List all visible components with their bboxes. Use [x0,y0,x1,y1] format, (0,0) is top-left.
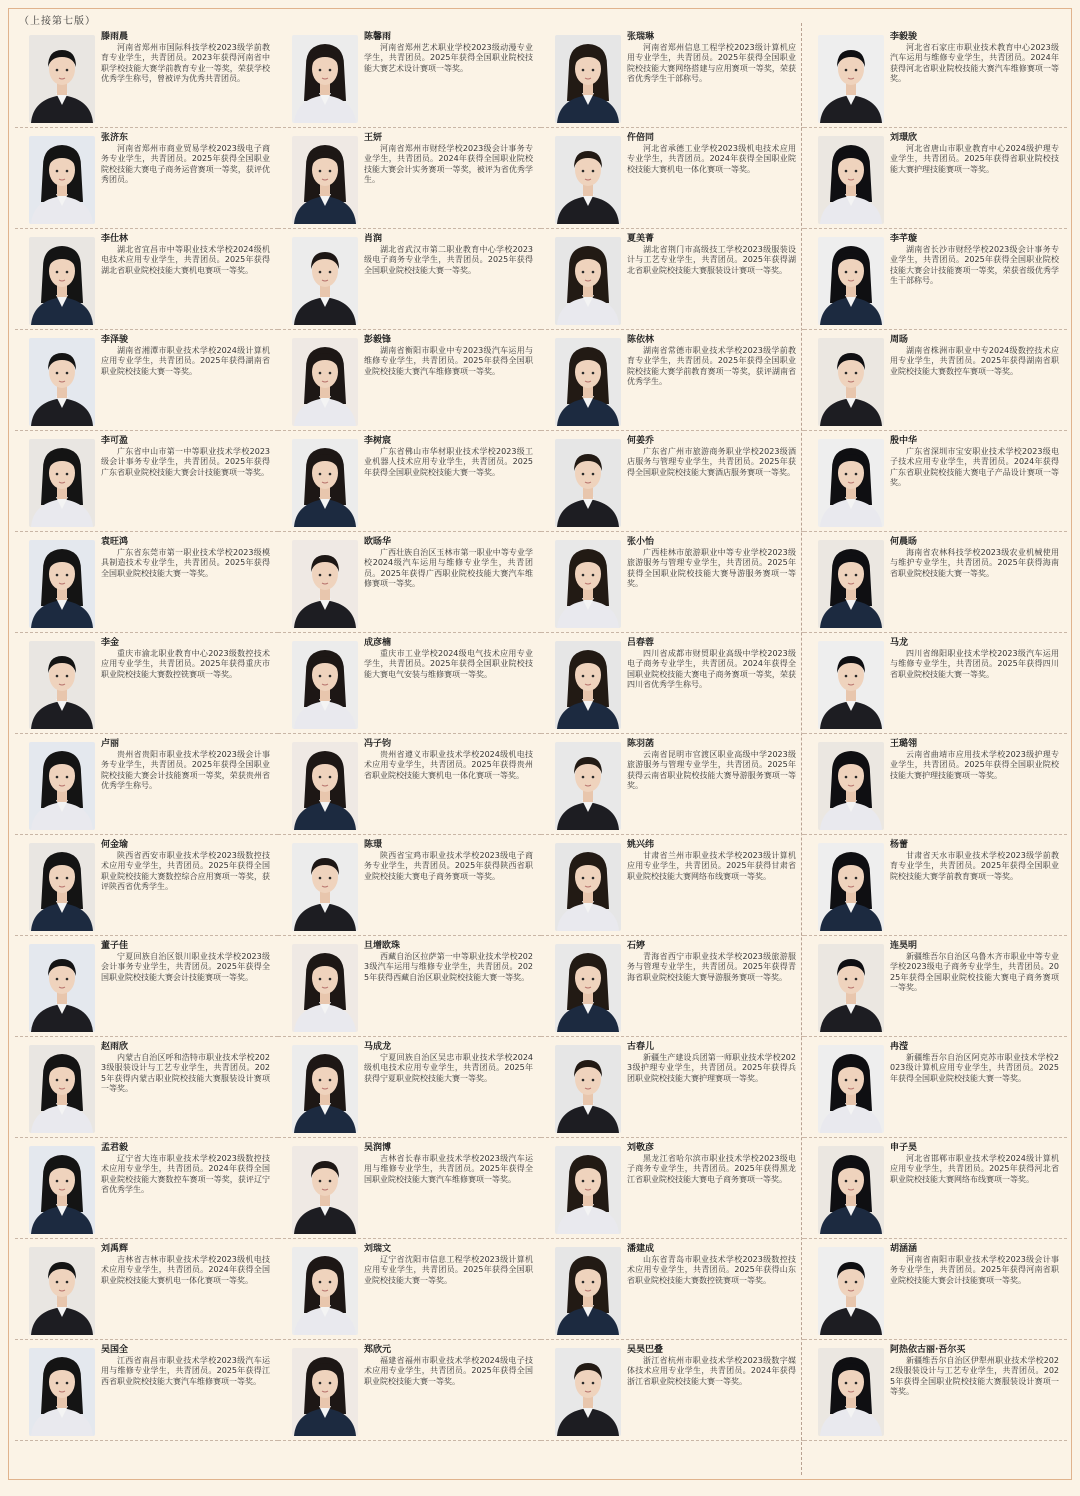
student-name: 吕春蓉 [627,638,655,648]
student-bio: 贵州省遵义市职业技术学校2024级机电技术应用专业学生，共青团员。2025年获得贵州省职业院校技能大赛机电一体化赛项一等奖。 [364,750,533,780]
student-photo [292,338,358,426]
student-photo [292,843,358,931]
student-photo [818,136,884,224]
student-name: 刘禹辉 [101,1244,129,1254]
student-bio: 河南省郑州市国际科技学校2023级学前教育专业学生，共青团员。2023年获得河南省中职学校技能大赛学前教育专业一等奖，荣获学校优秀学生称号，曾被评为优秀共青团员。 [101,43,270,84]
student-name: 何姜乔 [627,436,655,446]
student-entry [278,330,541,431]
student-photo [292,439,358,527]
student-entry [541,229,804,330]
student-bio: 吉林省吉林市职业技术学校2023级机电技术应用专业学生，共青团员。2024年获得全国职业院校技能大赛机电一体化赛项一等奖。 [101,1255,270,1285]
student-photo [29,439,95,527]
student-photo [555,843,621,931]
student-photo [292,1247,358,1335]
student-bio: 湖南省常德市职业技术学校2023级学前教育专业学生，共青团员。2025年获得全国职业院校技能大赛学前教育赛项一等奖，获评湖南省优秀学生。 [627,346,796,387]
student-bio: 新疆维吾尔自治区伊犁州职业技术学校2022级服装设计与工艺专业学生，共青团员。2025年获得全国职业院校技能大赛服装设计赛项一等奖。 [890,1356,1059,1397]
student-photo [555,1247,621,1335]
student-photo [29,1348,95,1436]
student-photo [818,439,884,527]
student-name: 吴昊巴叠 [627,1345,664,1355]
student-name: 张济东 [101,133,129,143]
student-bio: 河北省唐山市职业教育中心2024级护理专业学生，共青团员。2025年获得省职业院校技能大赛护理技能赛项一等奖。 [890,144,1059,174]
student-photo [555,35,621,123]
student-bio: 广东省中山市第一中等职业技术学校2023级会计事务专业学生，共青团员。2025年获得广东省职业院校技能大赛会计技能赛项一等奖。 [101,447,270,477]
student-bio: 新疆维吾尔自治区阿克苏市职业技术学校2023级计算机应用专业学生，共青团员。2025年获得全国职业院校技能大赛一等奖。 [890,1053,1059,1083]
student-entry [15,330,278,431]
student-photo [292,1045,358,1133]
student-entry [278,532,541,633]
student-photo [555,540,621,628]
student-bio: 湖南省衡阳市职业中专2023级汽车运用与维修专业学生，共青团员。2025年获得全国职业院校技能大赛汽车维修赛项一等奖。 [364,346,533,376]
student-bio: 云南省曲靖市应用技术学校2023级护理专业学生，共青团员。2025年获得全国职业院校技能大赛护理技能赛项一等奖。 [890,750,1059,780]
student-entry [804,128,1067,229]
student-entry [541,633,804,734]
student-photo [818,1146,884,1234]
student-name: 肖润 [364,234,383,244]
student-photo [29,843,95,931]
student-bio: 广东省深圳市宝安职业技术学校2023级电子技术应用专业学生，共青团员。2024年获得广东省职业院校技能大赛电子产品设计赛项一等奖。 [890,447,1059,488]
student-photo [818,237,884,325]
student-photo [818,35,884,123]
student-name: 郑欣元 [364,1345,392,1355]
student-photo [555,1146,621,1234]
student-photo [29,540,95,628]
student-photo [292,1146,358,1234]
student-entry [15,532,278,633]
continued-from-label: （上接第七版） [19,16,96,27]
student-name: 古春儿 [627,1042,655,1052]
student-name: 王璐翎 [890,739,918,749]
student-name: 旦增欧珠 [364,941,401,951]
student-photo [29,237,95,325]
student-name: 何晨旸 [890,537,918,547]
student-photo [555,1348,621,1436]
student-entry [15,936,278,1037]
student-entry [804,1037,1067,1138]
student-bio: 西藏自治区拉萨第一中等职业技术学校2023级汽车运用与维修专业学生，共青团员。2025年获得西藏自治区职业院校技能大赛一等奖。 [364,952,533,982]
student-bio: 青海省西宁市职业技术学校2023级旅游服务与管理专业学生，共青团员。2025年获得青海省职业院校技能大赛导游服务赛项一等奖。 [627,952,796,982]
student-name: 姚兴纬 [627,840,655,850]
student-entry [804,229,1067,330]
newspaper-page [8,8,1072,1480]
student-bio: 湖北省荆门市高级技工学校2023级服装设计与工艺专业学生，共青团员。2025年获得湖北省职业院校技能大赛服装设计赛项一等奖。 [627,245,796,275]
student-name: 刘瑞文 [364,1244,392,1254]
student-bio: 河南省郑州市财经学校2023级会计事务专业学生，共青团员。2024年获得全国职业院校技能大赛会计实务赛项一等奖，被评为省优秀学生。 [364,144,533,185]
student-photo [818,540,884,628]
student-photo [292,136,358,224]
student-entry [15,633,278,734]
student-entry [804,633,1067,734]
student-photo [29,1146,95,1234]
student-entry [804,936,1067,1037]
student-name: 刘璟欣 [890,133,918,143]
student-entry [541,532,804,633]
student-name: 李芊璇 [890,234,918,244]
student-entry [278,1239,541,1340]
student-bio: 湖南省湘潭市职业技术学校2024级计算机应用专业学生，共青团员。2025年获得湖南省职业院校技能大赛一等奖。 [101,346,270,376]
student-photo [555,237,621,325]
student-bio: 湖南省长沙市财经学校2023级会计事务专业学生，共青团员。2025年获得全国职业院校技能大赛会计技能赛项一等奖，荣获省级优秀学生干部称号。 [890,245,1059,286]
student-entry [804,835,1067,936]
student-photo [29,338,95,426]
student-name: 仵倍同 [627,133,655,143]
student-bio: 新疆维吾尔自治区乌鲁木齐市职业中等专业学校2023级电子商务专业学生，共青团员。2025年获得全国职业院校技能大赛电子商务赛项一等奖。 [890,952,1059,993]
student-entry [15,835,278,936]
student-entry [804,532,1067,633]
student-bio: 海南省农林科技学校2023级农业机械使用与维护专业学生，共青团员。2025年获得海南省职业院校技能大赛一等奖。 [890,548,1059,578]
student-name: 申子昊 [890,1143,918,1153]
student-photo [555,1045,621,1133]
student-photo [818,338,884,426]
student-bio: 贵州省贵阳市职业技术学校2023级会计事务专业学生，共青团员。2025年获得全国职业院校技能大赛会计技能赛项一等奖，荣获贵州省优秀学生称号。 [101,750,270,791]
student-bio: 广东省广州市旅游商务职业学校2023级酒店服务与管理专业学生，共青团员。2025年获得全国职业院校技能大赛酒店服务赛项一等奖。 [627,447,796,477]
student-entry [541,330,804,431]
student-entry [15,27,278,128]
student-entry [15,1138,278,1239]
student-name: 孟君毅 [101,1143,129,1153]
student-entry [804,1340,1067,1441]
student-name: 石婷 [627,941,646,951]
student-name: 刘敬彦 [627,1143,655,1153]
student-entry [15,734,278,835]
student-bio: 河北省承德工业学校2023级机电技术应用专业学生，共青团员。2024年获得全国职业院校技能大赛机电一体化赛项一等奖。 [627,144,796,174]
student-entry [278,128,541,229]
student-bio: 广东省东莞市第一职业技术学校2023级模具制造技术专业学生，共青团员。2025年获得全国职业院校技能大赛一等奖。 [101,548,270,578]
student-bio: 广西桂林市旅游职业中等专业学校2023级旅游服务与管理专业学生，共青团员。2025年获得全国职业院校技能大赛导游服务赛项一等奖。 [627,548,796,589]
student-photo [292,1348,358,1436]
student-photo [818,641,884,729]
student-bio: 四川省成都市财贸职业高级中学校2023级电子商务专业学生，共青团员。2024年获得全国职业院校技能大赛电子商务赛项一等奖，荣获四川省优秀学生称号。 [627,649,796,690]
student-photo [292,742,358,830]
student-photo [292,944,358,1032]
student-name: 胡涵涵 [890,1244,918,1254]
student-bio: 湖南省株洲市职业中专2024级数控技术应用专业学生，共青团员。2025年获得湖南省职业院校技能大赛数控车赛项一等奖。 [890,346,1059,376]
student-bio: 河南省郑州信息工程学校2023级计算机应用专业学生，共青团员。2025年获得全国职业院校技能大赛网络搭建与应用赛项一等奖，荣获省优秀学生干部称号。 [627,43,796,84]
student-name: 张小怡 [627,537,655,547]
student-name: 彭毅锋 [364,335,392,345]
student-name: 潘建成 [627,1244,655,1254]
student-entry [278,633,541,734]
student-entry [541,431,804,532]
student-name: 李仕林 [101,234,129,244]
student-bio: 广东省佛山市华材职业技术学校2023级工业机器人技术应用专业学生，共青团员。2025年获得全国职业院校技能大赛一等奖。 [364,447,533,477]
student-name: 张瑞琳 [627,32,655,42]
student-photo [818,944,884,1032]
student-bio: 内蒙古自治区呼和浩特市职业技术学校2023级服装设计与工艺专业学生，共青团员。2025年获得内蒙古职业院校技能大赛服装设计赛项一等奖。 [101,1053,270,1094]
student-photo [818,1045,884,1133]
student-photo [818,1247,884,1335]
student-bio: 山东省青岛市职业技术学校2023级数控技术应用专业学生，共青团员。2025年获得山东省职业院校技能大赛数控铣赛项一等奖。 [627,1255,796,1285]
student-entry [541,1340,804,1441]
student-name: 李金 [101,638,120,648]
student-entry [278,229,541,330]
student-name: 陈羽菡 [627,739,655,749]
student-name: 吴国全 [101,1345,129,1355]
student-entry [278,835,541,936]
student-entry [278,1138,541,1239]
student-photo [555,944,621,1032]
student-entry [804,27,1067,128]
student-bio: 广西壮族自治区玉林市第一职业中等专业学校2024级汽车运用与维修专业学生，共青团员。2025年获得广西职业院校技能大赛汽车维修赛项一等奖。 [364,548,533,589]
student-bio: 浙江省杭州市职业技术学校2023级数字媒体技术应用专业学生，共青团员。2024年获得浙江省职业院校技能大赛一等奖。 [627,1356,796,1386]
student-entry [15,128,278,229]
student-bio: 四川省绵阳职业技术学校2023级汽车运用与维修专业学生，共青团员。2025年获得四川省职业院校技能大赛一等奖。 [890,649,1059,679]
student-bio: 湖北省宜昌市中等职业技术学校2024级机电技术应用专业学生，共青团员。2025年获得湖北省职业院校技能大赛机电赛项一等奖。 [101,245,270,275]
student-entry [541,936,804,1037]
student-entry [278,936,541,1037]
student-name: 李树宸 [364,436,392,446]
student-bio: 辽宁省大连市职业技术学校2023级数控技术应用专业学生，共青团员。2024年获得全国职业院校技能大赛数控车赛项一等奖，获评辽宁省优秀学生。 [101,1154,270,1195]
student-bio: 甘肃省兰州市职业技术学校2023级计算机应用专业学生，共青团员。2025年获得甘肃省职业院校技能大赛网络布线赛项一等奖。 [627,851,796,881]
student-photo [292,641,358,729]
student-bio: 河南省郑州艺术职业学校2023级动漫专业学生，共青团员。2025年获得全国职业院校技能大赛艺术设计赛项一等奖。 [364,43,533,73]
student-photo [818,742,884,830]
student-name: 冉滢 [890,1042,909,1052]
student-entry [278,431,541,532]
student-name: 袁旺鸿 [101,537,129,547]
student-photo [29,35,95,123]
student-bio: 云南省昆明市官渡区职业高级中学2023级旅游服务与管理专业学生，共青团员。2025年获得云南省职业院校技能大赛导游服务赛项一等奖。 [627,750,796,791]
student-name: 陈璟 [364,840,383,850]
student-entry [278,1037,541,1138]
student-name: 欧旸华 [364,537,392,547]
student-entry [541,734,804,835]
student-name: 李毅骏 [890,32,918,42]
student-entry [278,734,541,835]
student-entry [15,229,278,330]
student-entry [541,27,804,128]
student-entry [804,431,1067,532]
student-name: 马龙 [890,638,909,648]
student-photo [818,843,884,931]
student-entry [541,1138,804,1239]
student-photo [555,742,621,830]
student-photo [818,1348,884,1436]
student-bio: 陕西省西安市职业技术学校2023级数控技术应用专业学生，共青团员。2025年获得全国职业院校技能大赛数控综合应用赛项一等奖，获评陕西省优秀学生。 [101,851,270,892]
student-entry [804,1239,1067,1340]
student-name: 殷中华 [890,436,918,446]
student-photo [555,641,621,729]
student-bio: 重庆市工业学校2024级电气技术应用专业学生，共青团员。2025年获得全国职业院校技能大赛电气安装与维修赛项一等奖。 [364,649,533,679]
student-entry [804,1138,1067,1239]
student-name: 李可盈 [101,436,129,446]
student-entry [15,1340,278,1441]
student-photo [555,338,621,426]
student-name: 连昊明 [890,941,918,951]
student-entry [541,1239,804,1340]
student-entry [541,835,804,936]
student-entry [15,431,278,532]
student-photo [555,136,621,224]
student-name: 陈依林 [627,335,655,345]
student-name: 周旸 [890,335,909,345]
student-bio: 重庆市渝北职业教育中心2023级数控技术应用专业学生，共青团员。2025年获得重庆市职业院校技能大赛数控铣赛项一等奖。 [101,649,270,679]
student-bio: 新疆生产建设兵团第一师职业技术学校2023级护理专业学生，共青团员。2025年获得兵团职业院校技能大赛护理赛项一等奖。 [627,1053,796,1083]
student-bio: 吉林省长春市职业技术学校2023级汽车运用与维修专业学生，共青团员。2025年获得全国职业院校技能大赛汽车维修赛项一等奖。 [364,1154,533,1184]
student-photo [29,742,95,830]
student-name: 滕雨晨 [101,32,129,42]
student-photo [292,237,358,325]
student-name: 马成龙 [364,1042,392,1052]
student-photo [29,136,95,224]
student-entry [541,128,804,229]
student-bio: 辽宁省沈阳市信息工程学校2023级计算机应用专业学生，共青团员。2025年获得全国职业院校技能大赛一等奖。 [364,1255,533,1285]
student-bio: 黑龙江省哈尔滨市职业技术学校2023级电子商务专业学生，共青团员。2025年获得黑龙江省职业院校技能大赛电子商务赛项一等奖。 [627,1154,796,1184]
student-bio: 宁夏回族自治区银川职业技术学校2023级会计事务专业学生，共青团员。2025年获得全国职业院校技能大赛会计技能赛项一等奖。 [101,952,270,982]
student-entry [15,1239,278,1340]
student-bio: 宁夏回族自治区吴忠市职业技术学校2024级机电技术应用专业学生，共青团员。2025年获得宁夏职业院校技能大赛一等奖。 [364,1053,533,1083]
student-bio: 河南省郑州市商业贸易学校2023级电子商务专业学生，共青团员。2025年获得全国职业院校技能大赛电子商务运营赛项一等奖，获评优秀团员。 [101,144,270,185]
student-entry [804,734,1067,835]
student-name: 卢丽 [101,739,120,749]
student-name: 成彦楠 [364,638,392,648]
student-grid [15,27,1067,1475]
student-bio: 河南省南阳市职业技术学校2023级会计事务专业学生，共青团员。2025年获得河南省职业院校技能大赛会计技能赛项一等奖。 [890,1255,1059,1285]
student-photo [29,1045,95,1133]
student-bio: 陕西省宝鸡市职业技术学校2023级电子商务专业学生，共青团员。2025年获得陕西省职业院校技能大赛电子商务赛项一等奖。 [364,851,533,881]
student-photo [292,35,358,123]
student-entry [278,27,541,128]
student-bio: 湖北省武汉市第二职业教育中心学校2023级电子商务专业学生，共青团员。2025年获得全国职业院校技能大赛一等奖。 [364,245,533,275]
student-photo [292,540,358,628]
student-photo [29,1247,95,1335]
student-name: 夏美菁 [627,234,655,244]
student-bio: 江西省南昌市职业技术学校2023级汽车运用与维修专业学生，共青团员。2025年获得江西省职业院校技能大赛汽车维修赛项一等奖。 [101,1356,270,1386]
student-photo [555,439,621,527]
student-name: 赵雨欣 [101,1042,129,1052]
student-name: 杨蕾 [890,840,909,850]
student-photo [29,641,95,729]
student-name: 冯子钧 [364,739,392,749]
student-entry [804,330,1067,431]
student-name: 吴润博 [364,1143,392,1153]
student-entry [15,1037,278,1138]
student-bio: 甘肃省天水市职业技术学校2023级学前教育专业学生，共青团员。2025年获得全国职业院校技能大赛学前教育赛项一等奖。 [890,851,1059,881]
student-name: 董子佳 [101,941,129,951]
student-photo [29,944,95,1032]
student-entry [278,1340,541,1441]
student-name: 陈馨雨 [364,32,392,42]
student-name: 阿热依古丽·吾尔买 [890,1345,966,1355]
student-bio: 河北省石家庄市职业技术教育中心2023级汽车运用与维修专业学生，共青团员。2024年获得河北省职业院校技能大赛汽车维修赛项一等奖。 [890,43,1059,84]
student-name: 李泽骏 [101,335,129,345]
student-entry [541,1037,804,1138]
student-name: 何金瑜 [101,840,129,850]
student-name: 王妍 [364,133,383,143]
student-bio: 河北省邯郸市职业技术学校2024级计算机应用专业学生，共青团员。2025年获得河北省职业院校技能大赛网络布线赛项一等奖。 [890,1154,1059,1184]
student-bio: 福建省福州市职业技术学校2024级电子技术应用专业学生，共青团员。2025年获得全国职业院校技能大赛一等奖。 [364,1356,533,1386]
